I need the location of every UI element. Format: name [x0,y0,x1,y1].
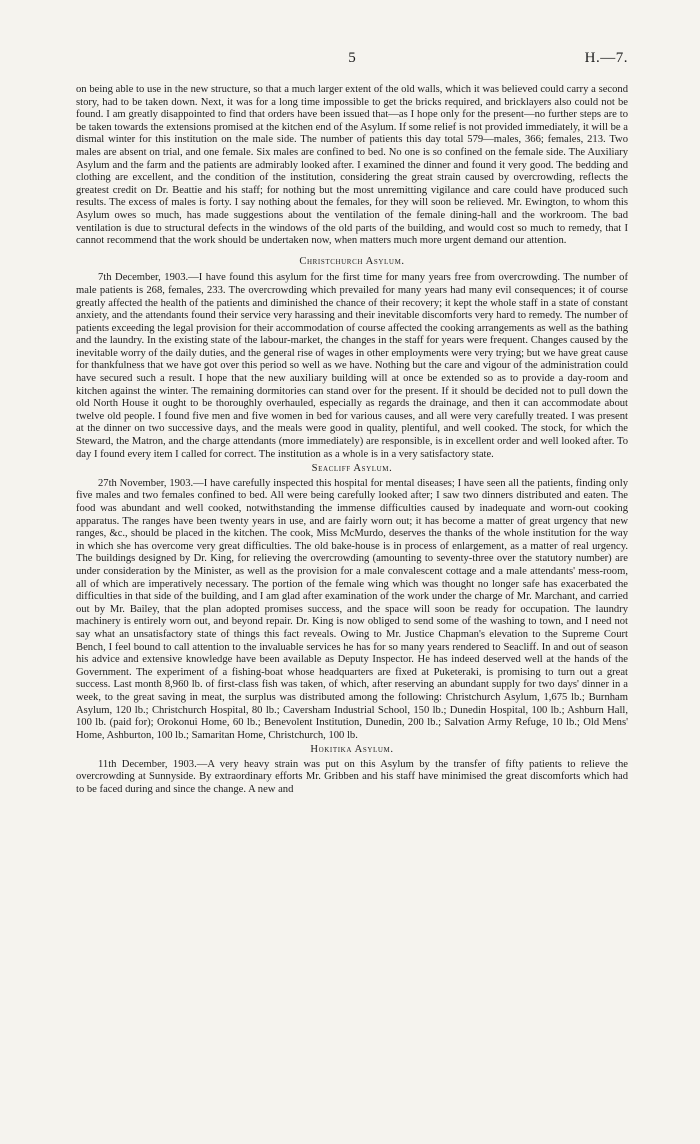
paragraph-seacliff: 27th November, 1903.—I have carefully inspected this hospital for mental diseases; I have seen all the patients, finding only five males and two females confined to bed. All were being carefully looked after; I saw two dinners distributed and eaten. The food was abundant and well cooked, notwithstanding the immense difficulties caused by inadequate and worn-out cooking apparatus. The ranges have been twenty years in use, and are fairly worn out; it has become a matter of great urgency that new ranges, &c., should be placed in the kitchen. The cook, Miss McMurdo, deserves the thanks of the whole institution for the way in which she has overcome very great difficulties. The old bake-house is in process of enlargement, as a matter of real urgency. The buildings designed by Dr. King, for relieving the overcrowding (amounting to seventy-three over the statutory number) are under consideration by the Minister, as well as the provision for a male convalescent cottage and a male attendants' mess-room, all of which are imperatively necessary. The portion of the female wing which was thought no longer safe has exacerbated the difficulties in that side of the building, and I am glad after examination of the work under the charge of Mr. Marchant, and carried out by Mr. Bailey, that the plan adopted promises success, and the space will soon be ready for occupation. The laundry machinery is entirely worn out, and beyond repair. Dr. King is now obliged to send some of the washing to town, and I need not say what an unsatisfactory state of things this fact reveals. Owing to Mr. Justice Chapman's elevation to the Supreme Court Bench, I feel bound to call attention to the invaluable services he has for so many years rendered to Seacliff. In and out of season his advice and extensive knowledge have been available as Deputy Inspector. He has indeed deserved well at the hands of the Government. The experiment of a fishing-boat whose headquarters are fixed at Puketeraki, is promising to turn out a great success. Last month 8,960 lb. of first-class fish was taken, of which, after reserving an abundant supply for two days' dinner in a week, to the great saving in meat, the surplus was distributed among the following: Christchurch Asylum, 1,675 lb.; Burnham Asylum, 120 lb.; Christchurch Hospital, 80 lb.; Caversham Industrial School, 150 lb.; Dunedin Hospital, 100 lb.; Ashburn Hall, 100 lb. (paid for); Orokonui Home, 60 lb.; Benevolent Institution, Dunedin, 200 lb.; Salvation Army Refuge, 10 lb.; Old Mens' Home, Ashburton, 100 lb.; Samaritan Home, Christchurch, 100 lb. [76,477,628,741]
section-heading-seacliff: Seacliff Asylum. [311,463,393,475]
paragraph-continuation: on being able to use in the new structure, so that a much larger extent of the old walls, which it was believed could carry a second story, had to be taken down. Next, it was for a long time impossible to get the bricks required, and bricklayers also could not be found. I am greatly disappointed to find that orders have been issued that—as I hope only for the present—no further steps are to be taken towards the extensions promised at the kitchen end of the Asylum. If some relief is not provided immediately, it will be a dismal winter for this institution on the male side. The number of patients this day total 579—males, 366; females, 213. Two males are absent on trial, and one female. Six males are confined to bed. No one is so confined on the female side. The Auxiliary Asylum and the farm and the patients are admirably looked after. I examined the dinner and found it very good. The bedding and clothing are excellent, and the condition of the institution, considering the great strain caused by overcrowding, reflects the greatest credit on Dr. Beattie and his staff; for nothing but the most unremitting vigilance and care could have produced such results. The excess of males is forty. I say nothing about the females, for they will soon be relieved. Mr. Ewington, to whom this Asylum owes so much, has made suggestions about the ventilation of the female dining-hall and the workroom. The bad ventilation is due to structural defects in the windows of the old parts of the building, and would cost so much to remedy, that I cannot recommend that the work should be undertaken now, when matters much more urgent demand our attention. [76,84,628,247]
paragraph-hokitika: 11th December, 1903.—A very heavy strain was put on this Asylum by the transfer of fifty patients to relieve the overcrowding at Sunnyside. By extraordinary efforts Mr. Gribben and his staff have minimised the great discomforts which had to be faced during and since the change. A new and [76,758,628,796]
document-reference: H.—7. [584,50,628,66]
section-heading-hokitika: Hokitika Asylum. [310,744,394,756]
paragraph-christchurch: 7th December, 1903.—I have found this asylum for the first time for many years free from overcrowding. The number of male patients is 268, females, 233. The overcrowding which prevailed for many years had many evil consequences; it of course greatly affected the health of the patients and diminished the chance of their recovery; it kept the whole staff in a state of constant anxiety, and the attendants found their service very harassing and their inevitable discomforts very hard to remedy. The number of patients exceeding the legal provision for their accommodation of course affected the cooking arrangements as well as the bathing and the laundry. In the existing state of the labour-market, the changes in the staff for years were frequent. Changes caused by the inevitable worry of the daily duties, and the general rise of wages in other employments were very trying; but we have great cause for thankfulness that we have got over this period so well as we have. Nothing but the care and vigour of the administration could have secured such a result. I hope that the new auxiliary building will at once be extended so as to provide a day-room and kitchen against the winter. The remaining dormitories can stand over for the present. If it should be decided not to pull down the old North House it ought to be thoroughly overhauled, especially as regards the drainage, and then it can accommodate about twelve old people. I found five men and five women in bed for various causes, and all were very carefully treated. I was present at the dinner on two successive days, and the meals were good in quality, plentiful, and well cooked. The stock, for which the Steward, the Matron, and the charge attendants (more immediately) are responsible, is in excellent order and well looked after. To day I found every item I called for correct. The institution as a whole is in a very satisfactory state. [76,272,628,460]
page-header [76,50,628,70]
page-number: 5 [348,50,356,66]
page-body [76,84,628,797]
section-heading-christchurch: Christchurch Asylum. [299,255,405,267]
